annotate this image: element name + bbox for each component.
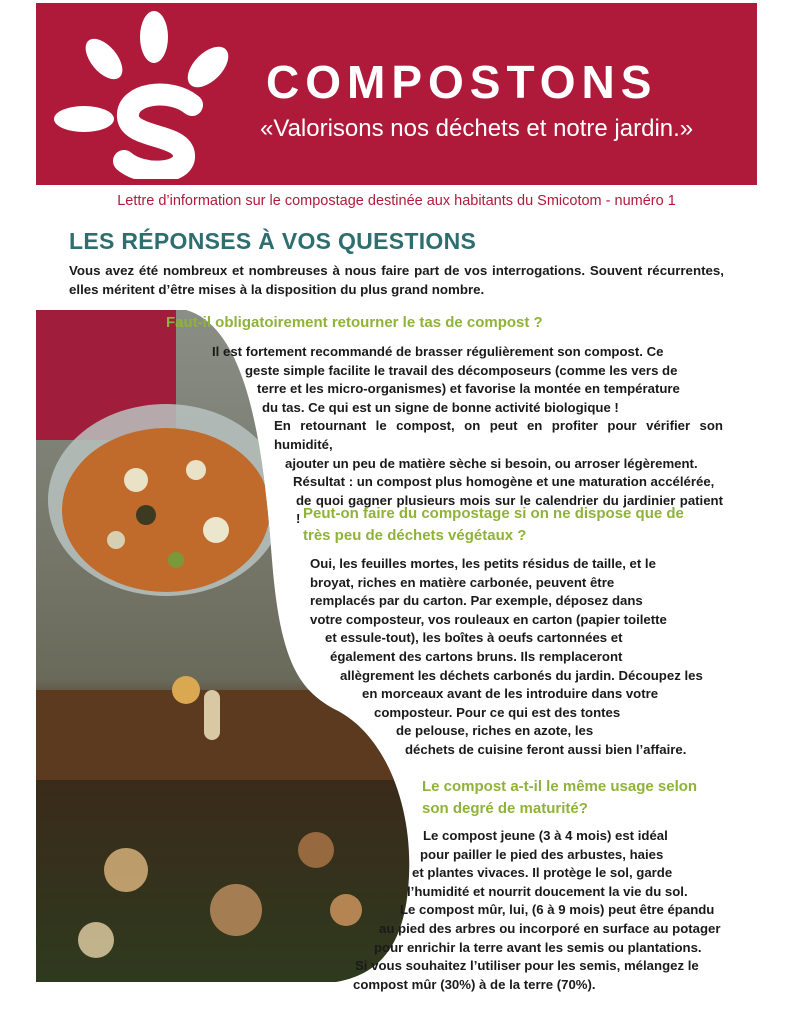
answer-3-line: l’humidité et nourrit doucement la vie du sol. [407, 883, 688, 899]
answer-1-line: de quoi gagner plusieurs mois sur le calendrier du jardinier patient ! [296, 492, 723, 527]
answer-1-line: Il est fortement recommandé de brasser régulièrement son compost. Ce [212, 344, 664, 359]
newsletter-subtitle: Lettre d’information sur le compostage destinée aux habitants du Smicotom - numéro 1 [117, 193, 676, 209]
answer-2-line: Oui, les feuilles mortes, les petits résidus de taille, et le [310, 556, 656, 571]
brand-title: COMPOSTONS [266, 56, 658, 108]
question-1: Faut-il obligatoirement retourner le tas de compost ? [166, 314, 543, 331]
answer-2-line: composteur. Pour ce qui est des tontes [374, 704, 621, 720]
question-2 [303, 503, 723, 547]
answer-2-line: broyat, riches en matière carbonée, peuvent être [310, 574, 615, 590]
answer-1-line: du tas. Ce qui est un signe de bonne activité biologique ! [262, 399, 619, 415]
answer-2 [310, 555, 723, 760]
answer-3-line: au pied des arbres ou incorporé en surface au potager [379, 920, 721, 936]
answer-1-line: En retournant le compost, on peut en profiter pour vérifier son humidité, [274, 418, 723, 452]
answer-2-line: remplacés par du carton. Par exemple, déposez dans [310, 593, 643, 609]
answer-1-line: ajouter un peu de matière sèche si besoin, ou arroser légèrement. [285, 455, 698, 471]
question-3-line: son degré de maturité? [422, 800, 588, 817]
answer-2-line: allègrement les déchets carbonés du jardin. Découpez les [340, 667, 703, 683]
question-2-line: Peut-on faire du compostage si on ne dispose que de [303, 505, 684, 522]
answer-2-line: et essule-tout), les boîtes à oeufs cartonnées et [325, 630, 623, 646]
answer-1-line: terre et les micro-organismes) et favorise la montée en température [257, 381, 680, 397]
question-3-line: Le compost a-t-il le même usage selon [422, 778, 698, 795]
flower-s-logo-icon [42, 9, 252, 179]
answer-3-line: et plantes vivaces. Il protège le sol, garde [412, 865, 673, 881]
answer-2-line: déchets de cuisine feront aussi bien l’affaire. [405, 741, 687, 757]
brand-tagline: «Valorisons nos déchets et notre jardin.» [260, 115, 694, 142]
answer-3-line: pour pailler le pied des arbustes, haies [420, 846, 664, 862]
answer-3-line: Si vous souhaitez l’utiliser pour les semis, mélangez le [355, 958, 699, 974]
answer-3-line: Le compost mûr, lui, (6 à 9 mois) peut être épandu [400, 902, 715, 918]
question-3 [422, 776, 723, 820]
answer-2-line: de pelouse, riches en azote, les [396, 723, 594, 739]
answer-3 [350, 827, 723, 994]
header-banner [36, 3, 757, 185]
answer-2-line: votre composteur, vos rouleaux en carton (papier toilette [310, 611, 667, 627]
answer-2-line: en morceaux avant de les introduire dans votre [362, 686, 659, 702]
answer-1 [212, 343, 723, 529]
answer-3-line: compost mûr (30%) à de la terre (70%). [353, 976, 596, 992]
answer-2-line: également des cartons bruns. Ils remplaceront [330, 648, 623, 664]
answer-1-line: Résultat : un compost plus homogène et une maturation accélérée, [293, 474, 715, 490]
answer-3-line: Le compost jeune (3 à 4 mois) est idéal [423, 828, 668, 843]
intro-paragraph: Vous avez été nombreux et nombreuses à nous faire part de vos interrogations. Souvent récurrentes, elles méritent d’être mises à la disposition du plus grand nombre. [69, 263, 724, 297]
answer-1-line: geste simple facilite le travail des décomposeurs (comme les vers de [245, 362, 678, 378]
answer-3-line: pour enrichir la terre avant les semis ou plantations. [374, 939, 702, 955]
question-2-line: très peu de déchets végétaux ? [303, 527, 527, 544]
section-title: LES RÉPONSES À VOS QUESTIONS [69, 228, 477, 254]
